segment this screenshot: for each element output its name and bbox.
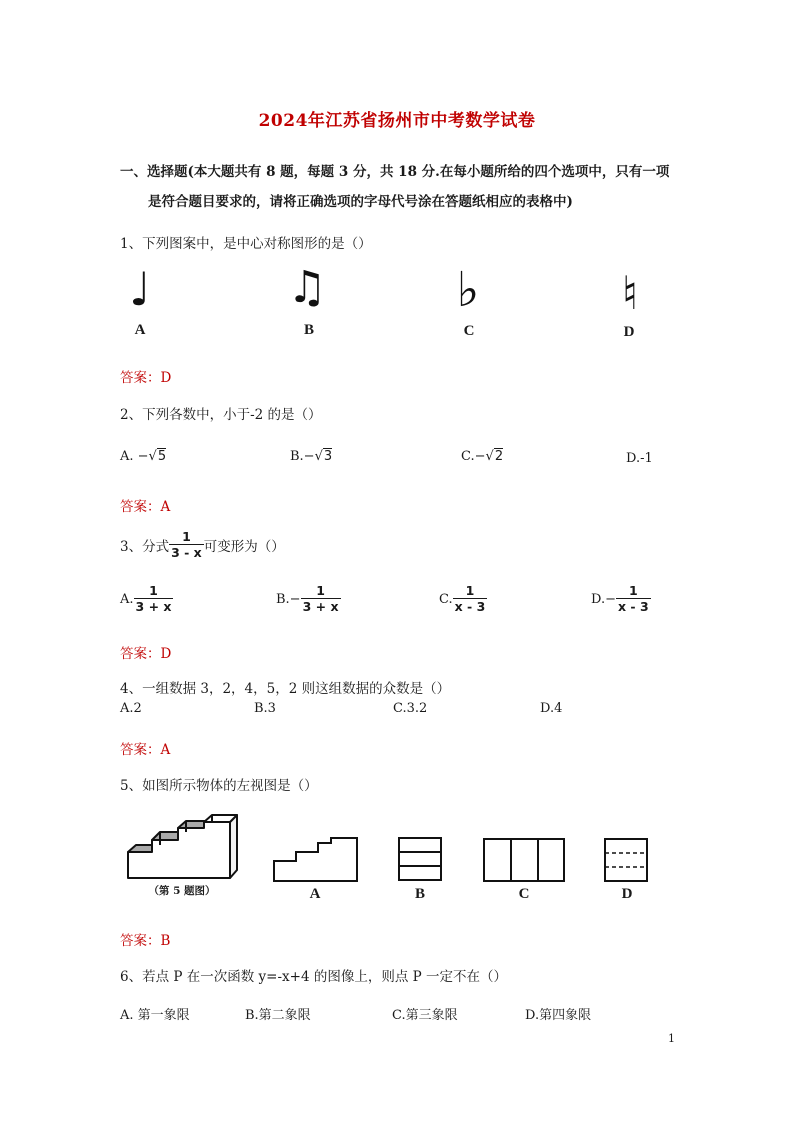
answer-3: 答案：D [120,646,172,662]
view-option-c [481,836,567,884]
figure-caption: （第 5 题图） [148,885,216,897]
sqrt-symbol: √2 [485,449,504,464]
q6-option-a: A. 第一象限 [120,1008,190,1023]
stem-fraction: $\frac{1}{3 - x}$ [171,529,202,561]
sqrt-symbol: √5 [148,449,167,464]
q2-option-a: A. −√5 [120,449,167,464]
exam-title: 2024年江苏省扬州市中考数学试卷 [258,111,536,131]
q3-option-a: A. $\frac{1}{3 + x}$ [120,583,172,615]
section-header-line1: 一、选择题(本大题共有 8 题，每题 3 分，共 18 分.在每小题所给的四个选项中，只有一项 [120,164,670,180]
sqrt-symbol: √3 [314,449,333,464]
answer-4: 答案：A [120,742,171,758]
q1-label-b: B [303,322,314,338]
q5-label-b: B [414,886,425,902]
flat-sign-icon: ♭ [456,262,480,318]
question-4-stem: 4、一组数据 3，2，4，5，2 则这组数据的众数是（） [120,681,451,697]
view-option-d [602,836,652,884]
q3-option-d: D.− $\frac{1}{x - 3}$ [591,583,649,615]
question-6-stem: 6、若点 P 在一次函数 y=-x+4 的图像上，则点 P 一定不在（） [120,969,508,985]
page-number: 1 [668,1032,675,1045]
staircase-figure [124,812,242,886]
q4-option-b: B.3 [254,701,276,716]
q3-option-c: C. $\frac{1}{x - 3}$ [439,583,486,615]
q6-option-c: C.第三象限 [392,1008,458,1023]
q3-option-b: B.− $\frac{1}{3 + x}$ [276,583,339,615]
q4-option-a: A.2 [120,701,142,716]
q1-label-d: D [623,324,635,340]
answer-1: 答案：D [120,370,172,386]
q5-label-d: D [621,886,633,902]
view-option-a [271,836,361,884]
question-3-stem: 3、分式 $\frac{1}{3 - x}$ 可变形为（） [120,529,285,561]
q4-option-c: C.3.2 [393,701,428,716]
natural-sign-icon: ♮ [621,266,639,320]
q1-label-a: A [134,322,146,338]
quarter-note-icon: ♩ [129,262,151,316]
q2-option-b: B.−√3 [290,449,333,464]
q5-label-a: A [309,886,321,902]
view-option-b [396,836,444,884]
answer-2: 答案：A [120,499,171,515]
q4-option-d: D.4 [540,701,563,716]
q6-option-b: B.第二象限 [245,1008,311,1023]
q5-label-c: C [518,886,530,902]
question-5-stem: 5、如图所示物体的左视图是（） [120,778,318,794]
q2-option-d: D.-1 [626,451,653,466]
section-header-line2: 是符合题目要求的，请将正确选项的字母代号涂在答题纸相应的表格中) [148,194,573,210]
answer-5: 答案：B [120,933,171,949]
q6-option-d: D.第四象限 [525,1008,592,1023]
question-1-stem: 1、下列图案中，是中心对称图形的是（） [120,236,372,252]
beamed-notes-icon: ♫ [287,262,327,313]
q1-label-c: C [463,323,475,339]
q2-option-c: C.−√2 [461,449,504,464]
question-2-stem: 2、下列各数中，小于-2 的是（） [120,407,322,423]
